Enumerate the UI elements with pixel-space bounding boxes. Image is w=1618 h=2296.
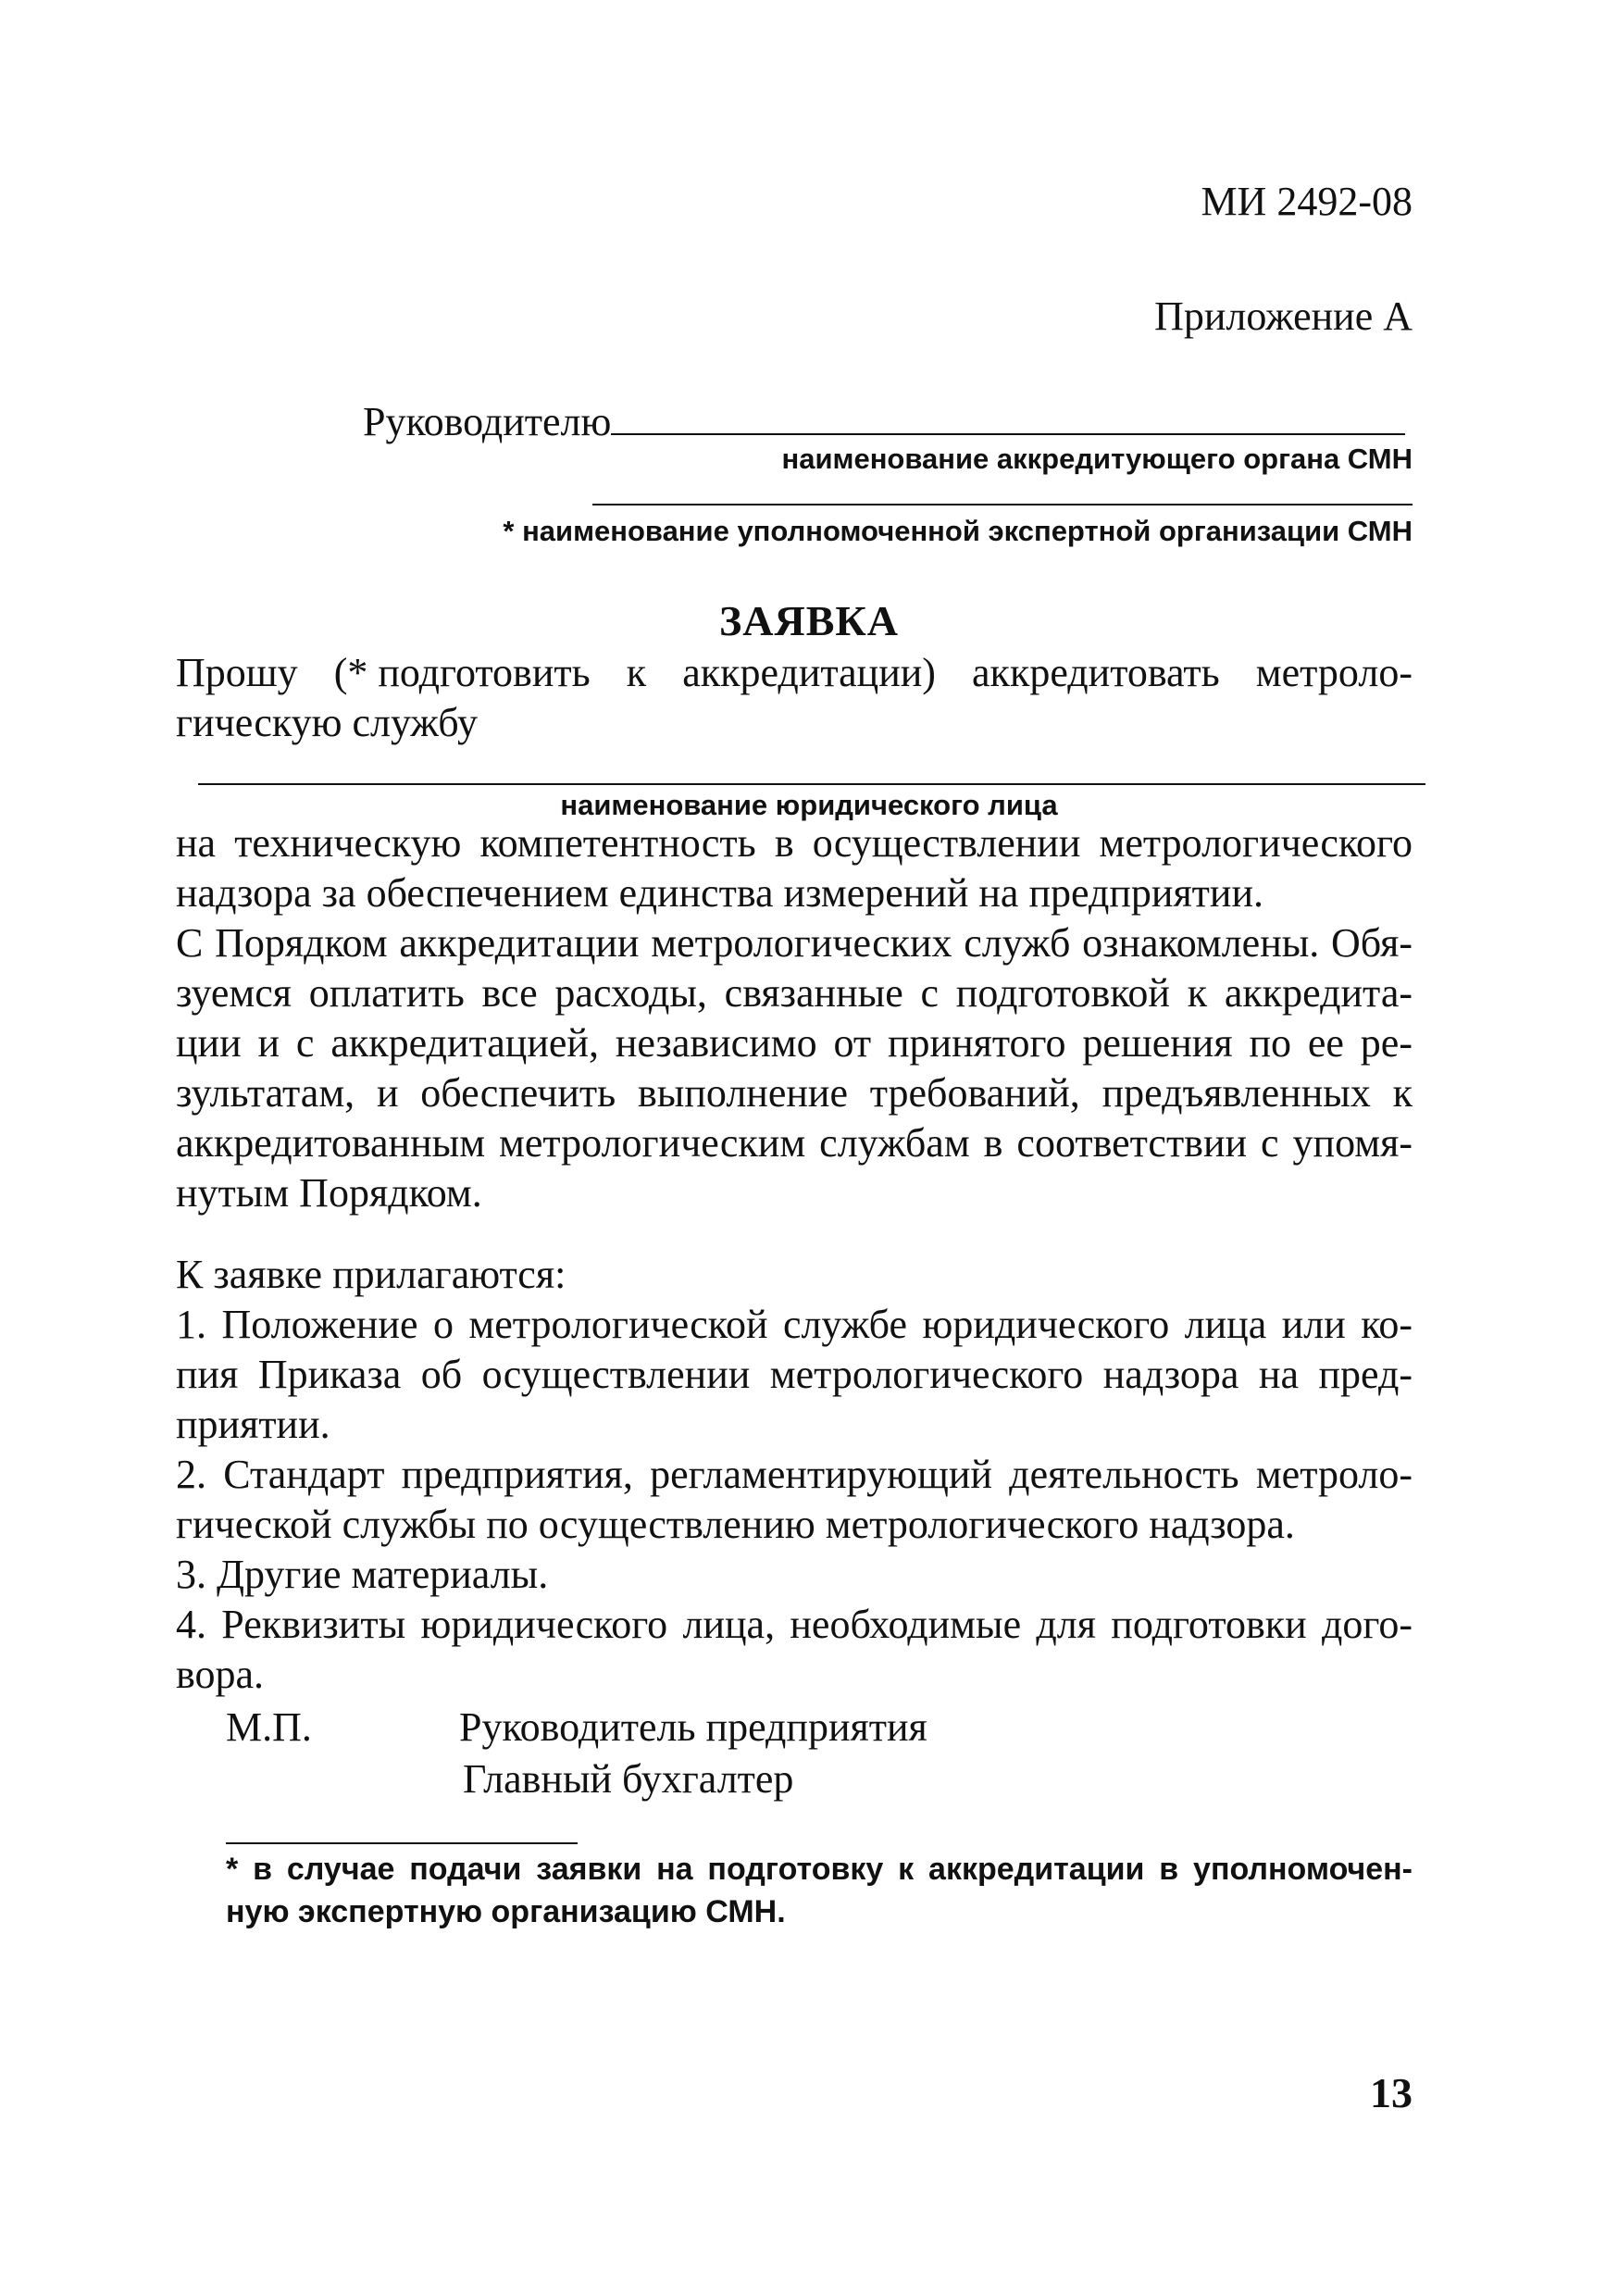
request-word: к (626, 650, 647, 695)
seal-mark: М.П. (226, 1704, 312, 1750)
attachment-line: 3. Другие материалы. (176, 1552, 549, 1597)
application-title: ЗАЯВКА (719, 597, 899, 644)
request-word: аккредитовать (972, 650, 1220, 695)
body-line: на техническую компетентность в осуществлении метрологического (176, 820, 1413, 866)
request-line-2: гическую службу (176, 700, 478, 745)
request-word: Прошу (176, 650, 298, 695)
addressee-line (363, 396, 1405, 445)
expert-org-blank-line (592, 504, 1413, 505)
attachment-line: гической службы по осуществлению метрологического надзора. (176, 1502, 1295, 1547)
addressee-label: Руководителю (363, 399, 612, 444)
request-line-1 (176, 648, 1413, 698)
attachments-heading: К заявке прилагаются: (176, 1252, 566, 1297)
body-line: зультатам, и обеспечить выполнение требований, предъявленных к (176, 1070, 1413, 1116)
attachment-line: 1. Положение о метрологической службе юридического лица или ко- (176, 1302, 1413, 1347)
attachment-line: 2. Стандарт предприятия, регламентирующий деятельность метроло- (176, 1452, 1413, 1497)
caption-expert-org: * наименование уполномоченной экспертной организации СМН (503, 515, 1413, 547)
signature-accountant: Главный бухгалтер (463, 1756, 794, 1802)
body-line: аккредитованным метрологическим службам в соответствии с упомя- (176, 1120, 1413, 1166)
request-word: (* подготовить (333, 650, 591, 695)
body-line: С Порядком аккредитации метрологических служб ознакомлены. Обя- (176, 920, 1413, 966)
request-word: аккредитации) (682, 650, 936, 695)
footnote-separator (226, 1842, 578, 1844)
body-line: надзора за обеспечением единства измерений на предприятии. (176, 870, 1264, 916)
attachment-line: 4. Реквизиты юридического лица, необходимые для подготовки дого- (176, 1602, 1413, 1647)
footnote (226, 1848, 1413, 1933)
addressee-blank-field (611, 396, 1405, 435)
body-line: зуемся оплатить все расходы, связанные с подготовкой к аккредита- (176, 970, 1413, 1016)
body-line: нутым Порядком. (176, 1170, 482, 1216)
attachment-line: вора. (176, 1652, 265, 1697)
signature-head: Руководитель предприятия (459, 1704, 927, 1750)
request-word: метроло- (1255, 650, 1413, 695)
attachment-line: пия Приказа об осуществлении метрологического надзора на пред- (176, 1352, 1413, 1397)
appendix-label: Приложение А (1154, 293, 1413, 339)
attachment-line: приятии. (176, 1402, 330, 1447)
caption-accrediting-body: наименование аккредитующего органа СМН (781, 443, 1413, 475)
document-code: МИ 2492-08 (1201, 179, 1413, 224)
legal-entity-blank-line (198, 783, 1425, 785)
footnote-line: * в случае подачи заявки на подготовку к аккредитации в уполномочен- (226, 1852, 1413, 1887)
body-line: ции и с аккредитацией, независимо от принятого решения по ее ре- (176, 1020, 1413, 1066)
caption-legal-entity: наименование юридического лица (560, 789, 1058, 821)
page-number: 13 (1370, 2069, 1413, 2116)
footnote-line: ную экспертную организацию СМН. (226, 1894, 786, 1929)
